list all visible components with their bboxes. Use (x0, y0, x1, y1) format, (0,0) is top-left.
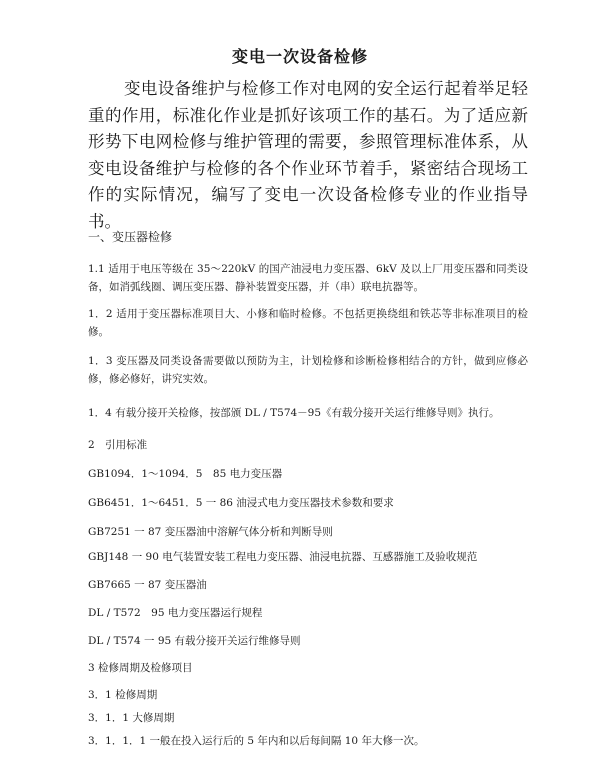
clause-3-1-1: 3．1．1 大修周期 (88, 712, 175, 724)
reference-item: GB6451．1～6451．5 一 86 油浸式电力变压器技术参数和要求 (88, 497, 394, 509)
reference-item: GB7665 一 87 变压器油 (88, 579, 207, 591)
reference-item: DL / T574 一 95 有载分接开关运行维修导则 (88, 635, 301, 647)
intro-paragraph: 变电设备维护与检修工作对电网的安全运行起着举足轻重的作用，标准化作业是抓好该项工作的基石。为了适应新形势下电网检修与维护管理的需要，参照管理标准体系，从变电设备维护与检修的各个作业环节着手，紧密结合现场工作的实际情况，编写了变电一次设备检修专业的作业指导书。 (88, 79, 528, 231)
section-heading-transformer: 一、变压器检修 (88, 230, 173, 244)
section-heading-references: 2 引用标准 (88, 439, 148, 451)
clause-1-4: 1．4 有载分接开关检修，按部颁 DL / T574－95《有载分接开关运行维修导则》执行。 (88, 407, 500, 419)
clause-3-1-1-1: 3．1．1．1 一般在投入运行后的 5 年内和以后每间隔 10 年大修一次。 (88, 735, 425, 747)
reference-item: GB1094．1～1094．5 85 电力变压器 (88, 468, 283, 480)
document-title: 变电一次设备检修 (231, 47, 368, 66)
reference-item: GBJ148 一 90 电气装置安装工程电力变压器、油浸电抗器、互感器施工及验收规范 (88, 551, 478, 563)
reference-item: DL / T572 95 电力变压器运行规程 (88, 607, 263, 619)
clause-1-3: 1．3 变压器及同类设备需要做以预防为主，计划检修和诊断检修相结合的方针，做到应修必修，修必修好，讲究实效。 (88, 355, 528, 385)
clause-3-1: 3．1 检修周期 (88, 689, 158, 701)
clause-1-2: 1．2 适用于变压器标准项目大、小修和临时检修。不包括更换绕组和铁芯等非标准项目的检修。 (88, 308, 528, 338)
clause-1-1: 1.1 适用于电压等级在 35～220kV 的国产油浸电力变压器、6kV 及以上厂用变压器和同类设备，如消弧线圈、调压变压器、静补装置变压器，并（串）联电抗器等。 (88, 263, 528, 293)
reference-item: GB7251 一 87 变压器油中溶解气体分析和判断导则 (88, 526, 333, 538)
section-heading-maintenance-cycle: 3 检修周期及检修项目 (88, 662, 193, 674)
